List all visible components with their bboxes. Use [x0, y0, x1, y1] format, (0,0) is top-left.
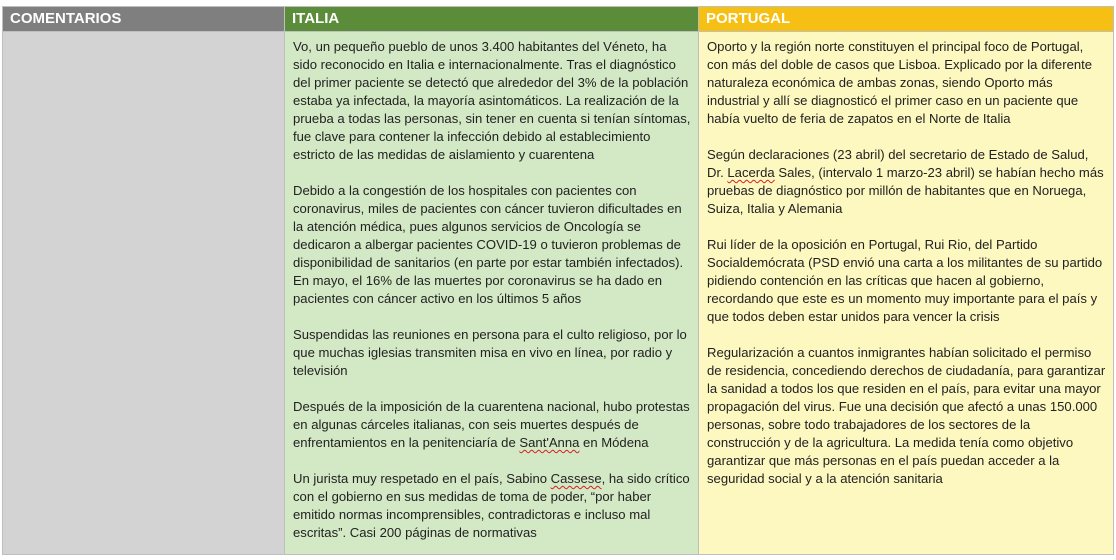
italia-paragraph-4: [293, 398, 692, 452]
italia-paragraph-2: Debido a la congestión de los hospitales con pacientes con coronavirus, miles de pacientes con cáncer tuvieron dificultades en la atención médica, pues algunos servicios de Oncología se dedicaron a albergar pacientes COVID-19 o tuvieron problemas de disponibilidad de sanitarios (en parte por estar también infectados). En mayo, el 16% de las muertes por coronavirus se ha dado en pacientes con cáncer activo en los últimos 5 años: [293, 183, 684, 306]
comentarios-cell[interactable]: [3, 31, 285, 554]
italia-paragraph-1: Vo, un pequeño pueblo de unos 3.400 habitantes del Véneto, ha sido reconocido en Italia e internacionalmente. Tras el diagnóstico del primer paciente se detectó que alrededor del 3% de la población estaba ya infectada, la mayoría asintomáticos. La realización de la prueba a todas las personas, sin tener en cuenta si tenían síntomas, fue clave para contener la infección debido al establecimiento estricto de las medidas de aislamiento y cuarentena: [293, 39, 691, 162]
italia-p5-spellcheck-word: Cassese: [550, 471, 602, 486]
italia-p5-text-c: , ha sido crítico con el gobierno en sus medidas de toma de poder, “por haber emitido normas incomprensibles, contradictoras e incluso mal escritas”. Casi 200 páginas de normativas: [293, 471, 690, 540]
portugal-p2-text-c: Sales, (intervalo 1 marzo-23 abril) se habían hecho más pruebas de diagnóstico por millón de habitantes que en Noruega, Suiza, Italia y Alemania: [707, 165, 1104, 216]
header-comentarios: COMENTARIOS: [3, 7, 285, 31]
portugal-paragraph-3: Rui líder de la oposición en Portugal, Rui Rio, del Partido Socialdemócrata (PSD envió una carta a los militantes de su partido pidiendo contención en las críticas que hacen al gobierno, recordando que este es un momento muy importante para el país y que todos deben estar unidos para vencer la crisis: [707, 237, 1103, 324]
header-italia: ITALIA: [285, 7, 699, 31]
portugal-paragraph-4: Regularización a cuantos inmigrantes habían solicitado el permiso de residencia, concediendo derechos de ciudadanía, para garantizar la sanidad a todos los que residen en el país, para evitar una mayor propagación del virus. Fue una decisión que afectó a unas 150.000 personas, sobre todo trabajadores de los sectores de la construcción y de la agricultura. La medida tenía como objetivo garantizar que más personas en el país puedan acceder a la seguridad social y a la atención sanitaria: [707, 345, 1106, 486]
portugal-p2-spellcheck-word: Lacerda: [727, 165, 775, 180]
italia-p4-spellcheck-word: Sant'Anna: [519, 435, 580, 450]
italia-paragraph-3: Suspendidas las reuniones en persona para el culto religioso, por lo que muchas iglesias transmiten misa en vivo en línea, por radio y televisión: [293, 327, 687, 378]
portugal-paragraph-1: Oporto y la región norte constituyen el principal foco de Portugal, con más del doble de casos que Lisboa. Explicado por la diferente naturaleza económica de ambas zonas, siendo Oporto más industrial y allí se diagnosticó el primer caso en un paciente que había vuelto de feria de zapatos en el Norte de Italia: [707, 39, 1093, 126]
italia-p4-text-c: en Módena: [579, 435, 649, 450]
italia-p5-text-a: Un jurista muy respetado en el país, Sabino: [293, 471, 551, 486]
italia-p4-text-a: Después de la imposición de la cuarentena nacional, hubo protestas en algunas cárceles italianas, con seis muertes después de enfrentamientos en la penitenciaría de: [293, 399, 690, 450]
comparison-table: [2, 6, 1114, 555]
portugal-cell[interactable]: [699, 31, 1113, 554]
portugal-p2-text-a: Según declaraciones (23 abril) del secretario de Estado de Salud, Dr.: [707, 147, 1089, 180]
italia-cell[interactable]: [285, 31, 699, 554]
portugal-paragraph-2: [707, 146, 1107, 218]
italia-paragraph-5: [293, 470, 692, 542]
header-portugal: PORTUGAL: [699, 7, 1113, 31]
